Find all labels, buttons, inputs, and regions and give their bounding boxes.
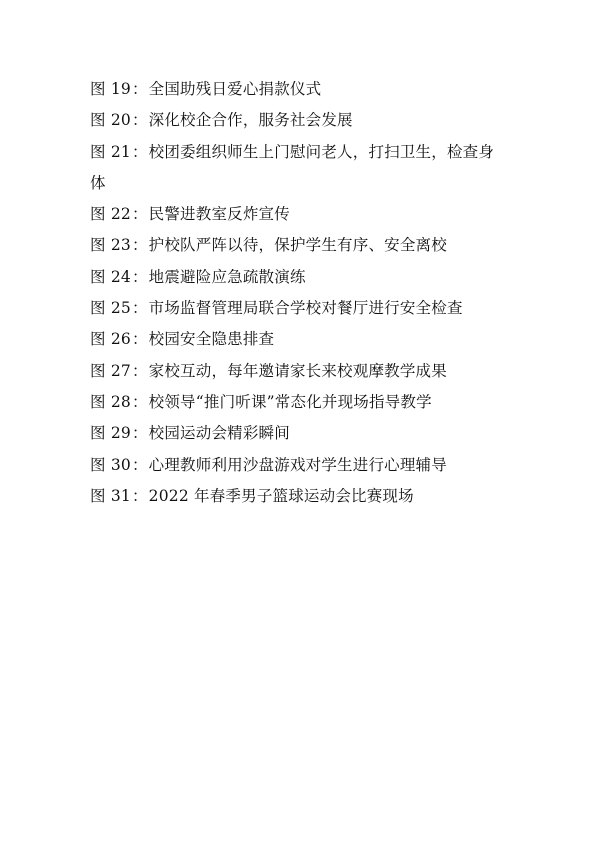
figure-number: 图 22 — [90, 205, 131, 224]
caption-text-continuation: 体 — [90, 173, 106, 192]
caption-separator: ： — [131, 111, 148, 130]
caption-text: 校园安全隐患排查 — [148, 330, 275, 349]
caption-continuation-line — [90, 168, 530, 199]
caption-text: 心理教师利用沙盘游戏对学生进行心理辅导 — [148, 455, 447, 474]
figure-number: 图 26 — [90, 330, 131, 349]
caption-separator: ： — [131, 392, 148, 411]
caption-text: 护校队严阵以待，保护学生有序、安全离校 — [148, 236, 447, 255]
caption-text: 地震避险应急疏散演练 — [148, 267, 306, 286]
figure-caption — [90, 293, 530, 324]
figure-number: 图 24 — [90, 267, 131, 286]
figure-caption — [90, 105, 530, 136]
figure-number: 图 31 — [90, 486, 131, 505]
caption-separator: ： — [131, 267, 148, 286]
figure-number: 图 27 — [90, 361, 131, 380]
caption-text: 校团委组织师生上门慰问老人，打扫卫生，检查身 — [148, 142, 495, 161]
figure-number: 图 30 — [90, 455, 131, 474]
caption-text: 深化校企合作，服务社会发展 — [148, 111, 353, 130]
caption-separator: ： — [131, 80, 148, 98]
figure-number: 图 29 — [90, 424, 131, 443]
caption-separator: ： — [131, 236, 148, 255]
figure-caption — [90, 137, 530, 168]
figure-caption — [90, 481, 530, 512]
caption-separator: ： — [131, 424, 148, 443]
figure-number: 图 28 — [90, 392, 131, 411]
caption-separator: ： — [131, 142, 148, 161]
figure-caption — [90, 418, 530, 449]
caption-separator: ： — [131, 486, 148, 505]
figure-caption-list — [90, 74, 530, 512]
caption-text: 民警进教室反炸宣传 — [148, 205, 290, 224]
figure-number: 图 23 — [90, 236, 131, 255]
figure-caption — [90, 230, 530, 261]
caption-text: 家校互动，每年邀请家长来校观摩教学成果 — [148, 361, 447, 380]
caption-text: 校领导“推门听课”常态化并现场指导教学 — [148, 392, 432, 411]
caption-text: 校园运动会精彩瞬间 — [148, 424, 290, 443]
caption-separator: ： — [131, 205, 148, 224]
figure-caption — [90, 74, 530, 105]
figure-caption — [90, 356, 530, 387]
caption-separator: ： — [131, 455, 148, 474]
figure-caption — [90, 199, 530, 230]
figure-number: 图 21 — [90, 142, 131, 161]
figure-caption — [90, 450, 530, 481]
figure-caption — [90, 387, 530, 418]
figure-caption — [90, 324, 530, 355]
caption-text: 市场监督管理局联合学校对餐厅进行安全检查 — [148, 299, 463, 318]
caption-text: 全国助残日爱心捐款仪式 — [148, 80, 322, 98]
caption-text: 2022 年春季男子篮球运动会比赛现场 — [148, 486, 414, 505]
figure-number: 图 25 — [90, 299, 131, 318]
caption-separator: ： — [131, 299, 148, 318]
figure-number: 图 20 — [90, 111, 131, 130]
figure-caption — [90, 262, 530, 293]
figure-number: 图 19 — [90, 80, 131, 98]
caption-separator: ： — [131, 330, 148, 349]
caption-separator: ： — [131, 361, 148, 380]
